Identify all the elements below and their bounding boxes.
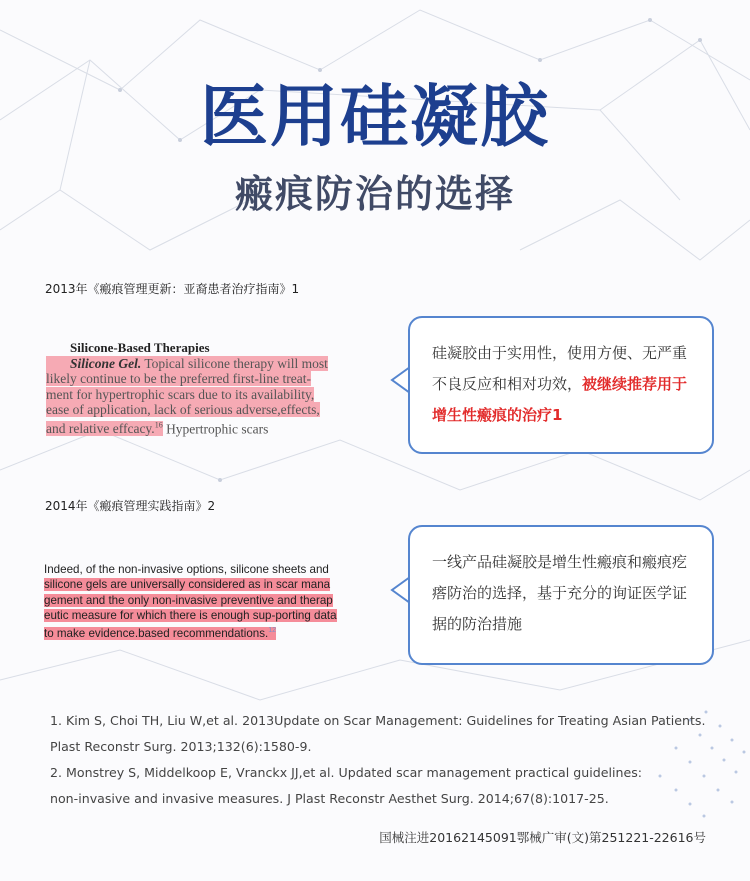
reference-line: non-invasive and invasive measures. J Plast Reconstr Aesthet Surg. 2014;67(8):1017-25. (50, 791, 609, 806)
excerpt-line: gement and the only non-invasive preventive and therap (44, 593, 333, 607)
excerpt-line: ease of application, lack of serious adverse,effects, (46, 402, 320, 418)
reference-line: 2. Monstrey S, Middelkoop E, Vranckx JJ,et al. Updated scar management practical guidelines: (50, 765, 642, 780)
guideline-2013-summary-bubble (408, 316, 714, 454)
excerpt-line: likely continue to be the preferred first-line treat- (46, 371, 312, 387)
excerpt-line: ment for hypertrophic scars due to its availability, (46, 386, 315, 402)
guideline-2014-excerpt (44, 562, 389, 641)
excerpt-line: to make evidence.based recommendations. (44, 627, 269, 641)
citation-superscript: 12 (268, 627, 277, 635)
reference-line: Plast Reconstr Surg. 2013;132(6):1580-9. (50, 739, 312, 754)
excerpt-line: eutic measure for which there is enough sup-porting data (44, 608, 337, 622)
bubble-highlight-text: 被继续推荐用于增生性瘢痕的治疗1 (432, 375, 688, 424)
excerpt-tail: Hypertrophic scars (162, 421, 269, 437)
guideline-2014-label: 2014年《瘢痕管理实践指南》2 (45, 499, 216, 513)
reference-line: 1. Kim S, Choi TH, Liu W,et al. 2013Update on Scar Management: Guidelines for Treating Asian Patients. (50, 713, 706, 728)
page-title: 医用硅凝胶 (199, 78, 550, 157)
excerpt-heading: Silicone-Based Therapies (70, 340, 210, 355)
excerpt-line: Topical silicone therapy will most (141, 355, 328, 371)
bubble-text: 一线产品硅凝胶是增生性瘢痕和瘢痕疙瘩防治的选择，基于充分的询证医学证据的防治措施 (432, 553, 688, 633)
guideline-2013-label: 2013年《瘢痕管理更新：亚裔患者治疗指南》1 (45, 282, 300, 296)
excerpt-lead: Silicone Gel. (70, 355, 142, 371)
excerpt-line: and relative effcacy. (46, 421, 155, 437)
bubble-text: 硅凝胶由于实用性，使用方便、无严重不良反应和相对功效， (432, 344, 688, 393)
citation-superscript: 16 (154, 420, 163, 430)
references-list (50, 708, 720, 812)
guideline-2013-excerpt (46, 340, 376, 437)
page-subtitle: 瘢痕防治的选择 (234, 172, 515, 216)
registration-footer: 国械注进20162145091鄂械广审(文)第251221-22616号 (379, 830, 706, 845)
guideline-2014-summary-bubble (408, 525, 714, 665)
excerpt-line: Indeed, of the non-invasive options, silicone sheets and (44, 563, 329, 576)
excerpt-line: silicone gels are universally considered as in scar mana (44, 578, 331, 592)
